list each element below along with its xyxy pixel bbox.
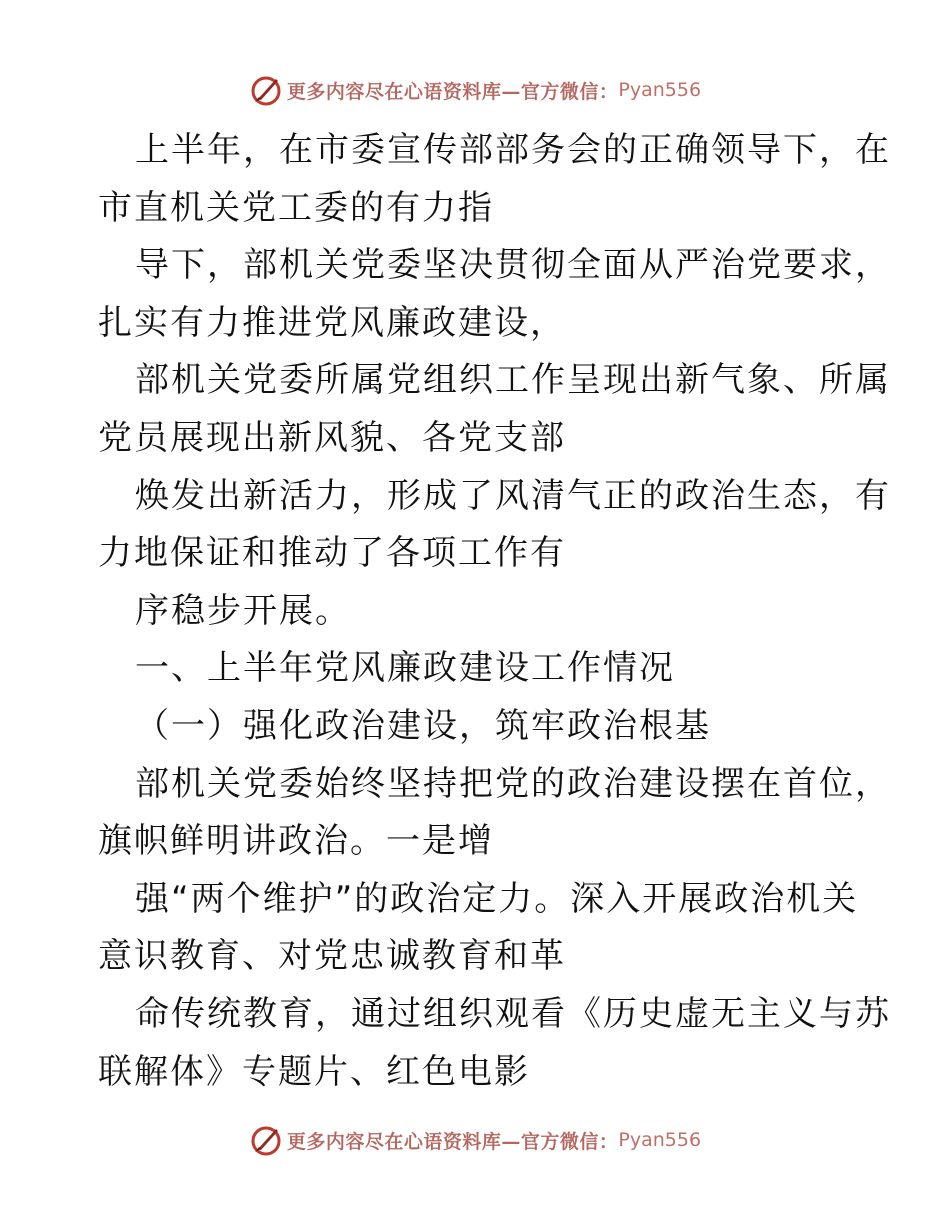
paragraph-line: 焕发出新活力，形成了风清气正的政治生态，有 <box>135 475 891 516</box>
header-watermark <box>0 70 950 110</box>
watermark-text: 更多内容尽在心语资料库—官方微信： <box>286 1130 619 1153</box>
paragraph-line: 部机关党委所属党组织工作呈现出新气象、所属 <box>135 360 891 401</box>
quill-pen-icon <box>249 1123 283 1157</box>
paragraph-line: 强“两个维护”的政治定力。深入开展政治机关 <box>135 878 859 919</box>
quill-pen-icon <box>249 73 283 107</box>
paragraph-line: 部机关党委始终坚持把党的政治建设摆在首位， <box>135 763 891 804</box>
watermark-text: 更多内容尽在心语资料库—官方微信： <box>286 80 619 103</box>
paragraph-line: 意识教育、对党忠诚教育和革 <box>98 936 566 977</box>
paragraph-line: 导下，部机关党委坚决贯彻全面从严治党要求， <box>135 245 891 286</box>
paragraph-line: 上半年，在市委宣传部部务会的正确领导下，在 <box>135 130 891 170</box>
subsection-heading: （一）强化政治建设，筑牢政治根基 <box>135 705 711 746</box>
document-body <box>98 122 891 1101</box>
paragraph-line: 旗帜鲜明讲政治。一是增 <box>98 821 494 862</box>
paragraph-line: 命传统教育，通过组织观看《历史虚无主义与苏 <box>135 993 891 1034</box>
watermark-id: Pyan556 <box>618 79 702 101</box>
paragraph-line: 序稳步开展。 <box>135 590 351 631</box>
watermark-id: Pyan556 <box>618 1129 702 1151</box>
footer-watermark <box>0 1120 950 1160</box>
paragraph-line: 扎实有力推进党风廉政建设， <box>98 302 566 343</box>
paragraph-line: 联解体》专题片、红色电影 <box>98 1051 530 1092</box>
paragraph-line: 市直机关党工委的有力指 <box>98 187 494 228</box>
paragraph-line: 力地保证和推动了各项工作有 <box>98 533 566 574</box>
paragraph-line: 党员展现出新风貌、各党支部 <box>98 417 566 458</box>
section-heading: 一、上半年党风廉政建设工作情况 <box>135 648 675 689</box>
